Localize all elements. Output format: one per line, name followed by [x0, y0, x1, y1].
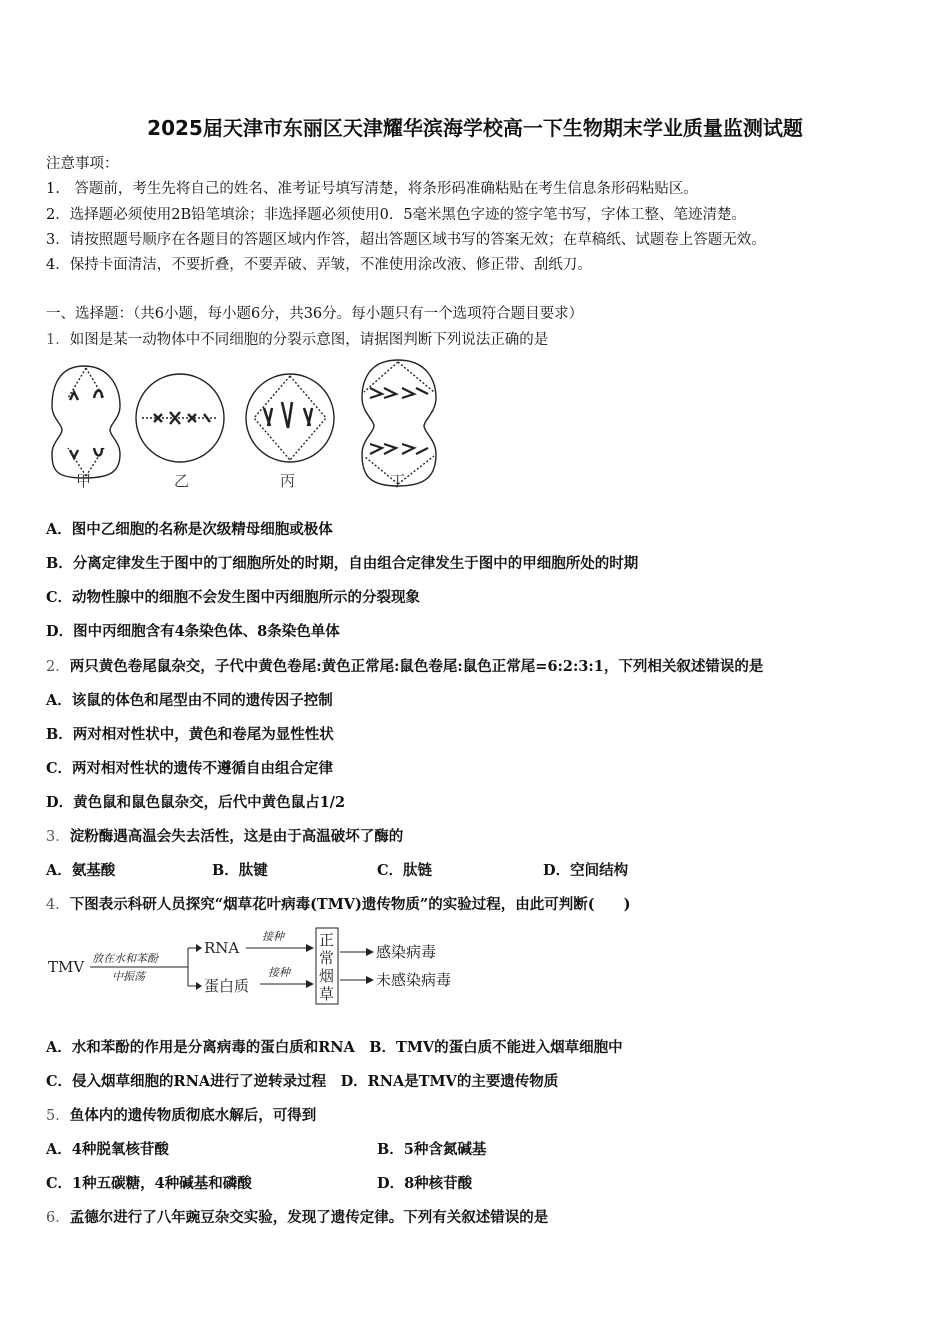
tobacco-char-2: 常 — [319, 949, 335, 967]
question-stem: 鱼体内的遗传物质彻底水解后，可得到 — [69, 1107, 317, 1124]
label-yi: 乙 — [174, 472, 190, 490]
tobacco-char-3: 烟 — [319, 967, 335, 985]
cell-yi — [136, 374, 224, 462]
q1-option-a: A．图中乙细胞的名称是次级精母细胞或极体 — [46, 521, 333, 538]
question-number: 1． — [46, 332, 70, 348]
cell-jia — [52, 366, 120, 478]
label-bing: 丙 — [280, 472, 296, 490]
notice-item-4: 4．保持卡面清洁，不要折叠，不要弄破、弄皱，不准使用涂改液、修正带、刮纸刀。 — [46, 257, 592, 273]
question-stem: 两只黄色卷尾鼠杂交，子代中黄色卷尾:黄色正常尾:鼠色卷尾:鼠色正常尾=6:2:3:1，下列相关叙述错误的是 — [69, 658, 764, 675]
question-2 — [46, 655, 763, 676]
treatment-line-2: 中振荡 — [112, 970, 145, 983]
notice-item-1: 1. 答题前，考生先将自己的姓名、准考证号填写清楚，将条形码准确粘贴在考生信息条形码粘贴区。 — [46, 181, 698, 197]
question-number: 6． — [46, 1210, 70, 1226]
question-stem: 淀粉酶遇高温会失去活性，这是由于高温破坏了酶的 — [69, 828, 404, 845]
tobacco-char-4: 草 — [319, 985, 335, 1003]
q4-option-cd: C．侵入烟草细胞的RNA进行了逆转录过程 D．RNA是TMV的主要遗传物质 — [46, 1073, 559, 1090]
q2-option-d: D．黄色鼠和鼠色鼠杂交，后代中黄色鼠占1/2 — [46, 794, 346, 811]
q3-option-a: A．氨基酸 — [46, 862, 116, 879]
question-number: 2． — [46, 659, 70, 675]
notice-item-3: 3．请按照题号顺序在各题目的答题区域内作答，超出答题区域书写的答案无效；在草稿纸、试题卷上答题无效。 — [46, 232, 766, 248]
section-heading: 一、选择题：（共6小题，每小题6分，共36分。每小题只有一个选项符合题目要求） — [46, 306, 584, 322]
label-ding: 丁 — [390, 472, 406, 490]
q2-option-b: B．两对相对性状中，黄色和卷尾为显性性状 — [46, 726, 334, 743]
rna-label: RNA — [204, 939, 240, 957]
protein-label: 蛋白质 — [204, 977, 250, 995]
label-jia: 甲 — [76, 472, 92, 490]
cell-division-figure — [46, 358, 446, 498]
q5-option-a: A．4种脱氧核苷酸 — [46, 1141, 169, 1158]
q3-option-d: D．空间结构 — [543, 862, 629, 879]
cell-ding — [362, 360, 436, 486]
question-stem: 下图表示科研人员探究“烟草花叶病毒(TMV)遗传物质”的实验过程，由此可判断( ) — [69, 896, 631, 913]
question-number: 5． — [46, 1108, 70, 1124]
treatment-line-1: 放在水和苯酚 — [92, 952, 158, 965]
q5-option-b: B．5种含氮碱基 — [377, 1141, 487, 1158]
question-5 — [46, 1104, 316, 1125]
tmv-experiment-diagram — [46, 924, 476, 1010]
question-3 — [46, 825, 403, 846]
question-stem: 如图是某一动物体中不同细胞的分裂示意图，请据图判断下列说法正确的是 — [69, 332, 549, 348]
q1-option-c: C．动物性腺中的细胞不会发生图中丙细胞所示的分裂现象 — [46, 589, 421, 606]
question-number: 4． — [46, 897, 70, 913]
q1-option-d: D．图中丙细胞含有4条染色体、8条染色单体 — [46, 623, 340, 640]
q3-option-c: C．肽链 — [377, 862, 433, 879]
q5-option-d: D．8种核苷酸 — [377, 1175, 473, 1192]
question-stem: 孟德尔进行了八年豌豆杂交实验，发现了遗传定律。下列有关叙述错误的是 — [69, 1209, 549, 1226]
question-6 — [46, 1206, 548, 1227]
q2-option-c: C．两对相对性状的遗传不遵循自由组合定律 — [46, 760, 334, 777]
tobacco-char-1: 正 — [319, 931, 335, 949]
q1-option-b: B．分离定律发生于图中的丁细胞所处的时期，自由组合定律发生于图中的甲细胞所处的时期 — [46, 555, 639, 572]
q5-option-c: C．1种五碳糖，4种碱基和磷酸 — [46, 1175, 252, 1192]
tmv-label: TMV — [48, 958, 85, 976]
question-number: 3． — [46, 829, 70, 845]
q3-option-b: B．肽键 — [212, 862, 268, 879]
question-4 — [46, 893, 630, 914]
inoculate-label-1: 接种 — [262, 930, 284, 943]
question-1 — [46, 328, 548, 349]
cell-bing — [246, 374, 334, 462]
infected-label: 感染病毒 — [376, 943, 437, 961]
inoculate-label-2: 接种 — [268, 966, 290, 979]
page-title: 2025届天津市东丽区天津耀华滨海学校高一下生物期末学业质量监测试题 — [147, 116, 803, 140]
notice-item-2: 2．选择题必须使用2B铅笔填涂；非选择题必须使用0．5毫米黑色字迹的签字笔书写，字体工整、笔迹清楚。 — [46, 207, 747, 223]
notice-heading: 注意事项： — [46, 156, 119, 172]
q4-option-ab: A．水和苯酚的作用是分离病毒的蛋白质和RNA B．TMV的蛋白质不能进入烟草细胞中 — [46, 1039, 623, 1056]
q2-option-a: A．该鼠的体色和尾型由不同的遗传因子控制 — [46, 692, 333, 709]
not-infected-label: 未感染病毒 — [376, 971, 452, 989]
